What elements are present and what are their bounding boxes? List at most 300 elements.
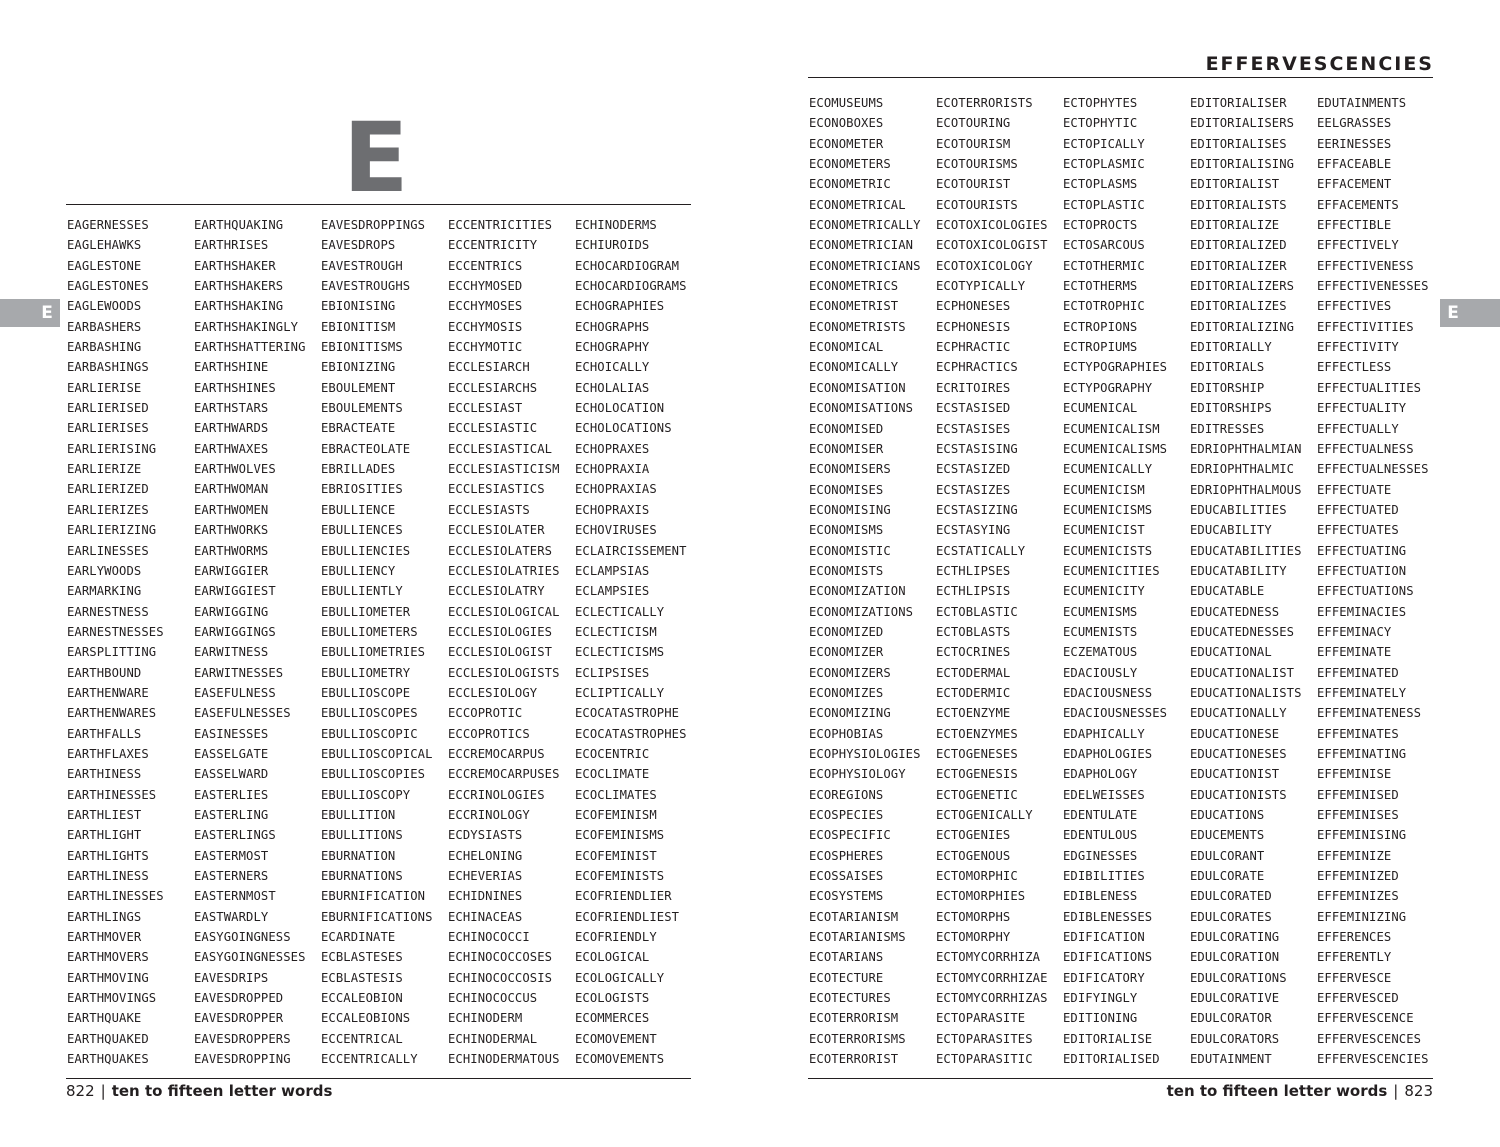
word-entry: EARTHLIEST <box>67 807 142 822</box>
word-entry: EDRIOPHTHALMIAN <box>1190 441 1302 456</box>
word-entry: EERINESSES <box>1317 136 1392 151</box>
word-entry: EBULLIENCY <box>321 563 396 578</box>
word-entry: EFFEMINACIES <box>1317 604 1407 619</box>
word-entry: ECHELONING <box>448 848 523 863</box>
word-entry: ECTOBLASTS <box>936 624 1011 639</box>
word-entry: ECUMENICALISMS <box>1063 441 1168 456</box>
word-entry: ECBLASTESIS <box>321 970 403 985</box>
word-entry: ECCRINOLOGY <box>448 807 530 822</box>
word-entry: ECOTERRORISM <box>809 1011 899 1026</box>
word-entry: EBULLIENCIES <box>321 543 411 558</box>
word-entry: ECLECTICALLY <box>575 604 665 619</box>
word-entry: ECOCLIMATE <box>575 767 650 782</box>
word-entry: EDULCORATES <box>1190 909 1272 924</box>
word-entry: EBIONITISM <box>321 319 396 334</box>
word-entry: ECHINODERMS <box>575 218 657 232</box>
word-entry: ECONOMIZERS <box>809 665 891 680</box>
word-entry: EDUCATIONISTS <box>1190 787 1287 802</box>
word-entry: ECCLESIASTICAL <box>448 441 553 456</box>
word-entry: EDUCATEDNESSES <box>1190 624 1295 639</box>
word-column <box>936 93 1063 1070</box>
word-entry: EDULCORATIONS <box>1190 970 1287 985</box>
word-entry: EARLIERISED <box>67 401 149 416</box>
word-entry: ECOMMERCES <box>575 1011 650 1026</box>
word-column <box>575 215 702 1069</box>
word-entry: EAGLEWOODS <box>67 299 142 314</box>
word-column <box>67 215 194 1069</box>
word-entry: EAVESDROPPING <box>194 1052 291 1067</box>
word-entry: ECTROPIONS <box>1063 319 1138 334</box>
word-entry: EBULLIOMETRIES <box>321 645 426 660</box>
word-entry: ECOFEMINISMS <box>575 828 665 843</box>
word-entry: EARTHSHINES <box>194 380 276 395</box>
word-entry: EARBASHING <box>67 340 142 355</box>
word-entry: EBULLIOMETER <box>321 604 411 619</box>
word-entry: ECHOLALIAS <box>575 380 650 395</box>
word-entry: EARNESTNESS <box>67 604 149 619</box>
word-entry: ECTOTHERMIC <box>1063 258 1145 273</box>
word-entry: EAGERNESSES <box>67 218 149 232</box>
word-entry: ECHOCARDIOGRAM <box>575 258 680 273</box>
word-entry: EDELWEISSES <box>1063 787 1145 802</box>
word-entry: EFFERVESCENCE <box>1317 1011 1414 1026</box>
word-entry: ECOLOGICAL <box>575 950 650 965</box>
page-number: 823 <box>1404 1082 1433 1100</box>
word-entry: EARWITNESSES <box>194 665 284 680</box>
word-entry: EARLIERISING <box>67 441 157 456</box>
word-entry: EARWIGGIER <box>194 563 269 578</box>
word-entry: EARLIERIZE <box>67 462 142 477</box>
word-entry: ECTYPOGRAPHY <box>1063 380 1153 395</box>
word-entry: ECTOSARCOUS <box>1063 238 1145 253</box>
word-entry: ECONOMICALLY <box>809 360 899 375</box>
word-entry: EDIFICATIONS <box>1063 950 1153 965</box>
word-entry: EDUCABILITIES <box>1190 502 1287 517</box>
word-entry: ECTOMORPHIC <box>936 869 1018 884</box>
word-entry: ECTOMYCORRHIZAE <box>936 970 1048 985</box>
word-entry: EFFECTUATION <box>1317 563 1407 578</box>
word-entry: ECTOPARASITES <box>936 1031 1033 1046</box>
word-entry: EARTHLINESS <box>67 869 149 883</box>
word-entry: EARTHFALLS <box>67 726 142 741</box>
word-entry: ECCREMOCARPUS <box>448 746 545 761</box>
word-entry: EARTHSHINE <box>194 360 269 375</box>
word-entry: EAVESDROPS <box>321 238 396 253</box>
word-entry: ECCLESIOLOGICAL <box>448 604 560 619</box>
word-column <box>448 215 575 1069</box>
word-entry: ECOTARIANISMS <box>809 930 906 945</box>
word-entry: ECCALEOBIONS <box>321 1011 411 1026</box>
word-entry: ECOSPECIES <box>809 808 884 823</box>
word-entry: EDULCORATING <box>1190 930 1280 945</box>
word-entry: EDUCATABILITIES <box>1190 543 1302 558</box>
word-entry: ECUMENICISTS <box>1063 543 1153 558</box>
word-entry: ECONOMISER <box>809 441 884 456</box>
word-entry: ECONOMISATION <box>809 380 906 395</box>
word-entry: ECHINOCOCCOSES <box>448 950 553 965</box>
word-entry: EDIFICATORY <box>1063 970 1145 985</box>
word-entry: EASINESSES <box>194 726 269 741</box>
word-entry: ECUMENICALISM <box>1063 421 1160 436</box>
word-entry: EBULLIENCES <box>321 523 403 538</box>
word-entry: EASTERLING <box>194 807 269 822</box>
word-entry: ECSTASIZED <box>936 462 1011 477</box>
word-entry: EDUCATIONIST <box>1190 767 1280 782</box>
word-entry: ECCLESIASTICISM <box>448 462 560 477</box>
word-entry: EAVESDROPPERS <box>194 1031 291 1046</box>
word-entry: ECUMENICIST <box>1063 523 1145 538</box>
word-entry: EFFECTIVELY <box>1317 238 1399 253</box>
word-entry: ECLECTICISMS <box>575 645 665 660</box>
word-entry: ECCLESIAST <box>448 401 523 416</box>
word-entry: EDUCATIONAL <box>1190 645 1272 660</box>
footer-title: ten to fifteen letter words <box>111 1082 333 1100</box>
word-entry: EARLYWOODS <box>67 563 142 578</box>
word-entry: ECTOMYCORRHIZAS <box>936 991 1048 1006</box>
word-entry: EFFERVESCENCES <box>1317 1031 1422 1046</box>
word-entry: ECTROPIUMS <box>1063 340 1138 355</box>
word-entry: EBULLIOSCOPIC <box>321 726 418 741</box>
word-entry: ECHINOCOCCUS <box>448 991 538 1006</box>
word-entry: ECTOPLASMIC <box>1063 157 1145 172</box>
word-entry: ECCENTRICS <box>448 258 523 273</box>
word-entry: EDIBLENESSES <box>1063 909 1153 924</box>
word-entry: ECONOMISMS <box>809 523 884 538</box>
word-entry: EARTHLIGHT <box>67 828 142 843</box>
word-entry: ECCHYMOSES <box>448 299 523 314</box>
word-entry: ECOLOGISTS <box>575 991 650 1006</box>
word-entry: EARTHLINGS <box>67 909 142 924</box>
word-entry: ECTOTROPHIC <box>1063 299 1145 314</box>
word-entry: ECONOMETRICS <box>809 279 899 294</box>
word-entry: ECHOGRAPHIES <box>575 299 665 314</box>
word-entry: EASTERLINGS <box>194 828 276 843</box>
word-entry: EBRIOSITIES <box>321 482 403 497</box>
word-entry: EARTHWAXES <box>194 441 269 456</box>
word-entry: EFFEMINATENESS <box>1317 706 1422 721</box>
word-entry: ECOSPECIFIC <box>809 828 891 843</box>
word-entry: ECTOMYCORRHIZA <box>936 950 1041 965</box>
word-entry: EBULLIOSCOPIES <box>321 767 426 782</box>
word-entry: ECTOPLASTIC <box>1063 197 1145 212</box>
word-entry: ECUMENISMS <box>1063 604 1138 619</box>
word-entry: ECONOMETRICAL <box>809 197 906 212</box>
word-entry: EFFEMINATE <box>1317 645 1392 660</box>
word-entry: EARSPLITTING <box>67 645 157 660</box>
word-entry: EARLINESSES <box>67 543 149 558</box>
word-entry: EBRACTEOLATE <box>321 441 411 456</box>
word-entry: EDENTULATE <box>1063 808 1138 823</box>
word-entry: ECOTOURISTS <box>936 197 1018 212</box>
word-entry: ECONOMIZATION <box>809 584 906 599</box>
word-entry: ECOFRIENDLY <box>575 930 657 945</box>
word-entry: EARTHSHAKINGLY <box>194 319 299 334</box>
word-entry: ECONOMISTS <box>809 563 884 578</box>
word-entry: EASSELGATE <box>194 746 269 761</box>
word-columns <box>809 93 1444 1070</box>
word-entry: ECOPHYSIOLOGIES <box>809 747 921 761</box>
word-entry: EARTHWARDS <box>194 421 269 436</box>
word-entry: ECTOGENETIC <box>936 787 1018 802</box>
word-entry: ECUMENICALLY <box>1063 462 1153 477</box>
word-entry: ECCLESIOLATRIES <box>448 563 560 578</box>
word-entry: EDUCATIONALISTS <box>1190 685 1302 700</box>
word-entry: EDITORSHIP <box>1190 380 1265 395</box>
word-entry: EFFEMINISING <box>1317 828 1407 843</box>
word-entry: ECTOGENESES <box>936 747 1018 761</box>
word-entry: EDITORIALISERS <box>1190 116 1295 131</box>
word-entry: EFFEMINISES <box>1317 808 1399 823</box>
word-entry: EARTHQUAKING <box>194 218 284 232</box>
word-entry: EDULCORATIVE <box>1190 991 1280 1006</box>
word-entry: EAVESTROUGH <box>321 258 403 273</box>
word-entry: EDACIOUSLY <box>1063 665 1138 680</box>
word-entry: ECUMENISTS <box>1063 624 1138 639</box>
word-entry: EFFECTUATES <box>1317 523 1399 538</box>
word-entry: ECOTOXICOLOGY <box>936 258 1033 273</box>
word-entry: EARLIERIZES <box>67 502 149 517</box>
word-entry: ECOTOURISM <box>936 136 1011 151</box>
footer-separator: | <box>100 1082 106 1100</box>
word-entry: ECTOGENOUS <box>936 848 1011 863</box>
word-entry: EARBASHERS <box>67 319 142 334</box>
word-entry: EDAPHICALLY <box>1063 726 1145 741</box>
word-entry: EDIFYINGLY <box>1063 991 1138 1006</box>
word-entry: ECTOBLASTIC <box>936 604 1018 619</box>
word-entry: EDITORIALISE <box>1063 1031 1153 1046</box>
word-entry: EARTHFLAXES <box>67 746 149 761</box>
word-entry: ECHINOCOCCOSIS <box>448 970 553 985</box>
word-entry: EBIONISING <box>321 299 396 314</box>
word-entry: EFFEMINISED <box>1317 787 1399 802</box>
word-entry: EFFECTUATIONS <box>1317 584 1414 599</box>
word-entry: EARLIERISE <box>67 380 142 395</box>
word-entry: EARTHWOMEN <box>194 502 269 517</box>
footer-separator: | <box>1393 1082 1399 1100</box>
word-entry: ECTOPHYTIC <box>1063 116 1138 131</box>
word-entry: EDITORIALS <box>1190 360 1265 375</box>
word-entry: ECTODERMIC <box>936 685 1011 700</box>
word-entry: ECUMENICISMS <box>1063 502 1153 517</box>
word-entry: ECCLESIASTIC <box>448 421 538 436</box>
word-entry: EFFEMINATES <box>1317 726 1399 741</box>
word-entry: ECOFEMINISM <box>575 807 657 822</box>
section-tab-right <box>1440 299 1500 327</box>
word-entry: EFFECTIVITIES <box>1317 319 1414 334</box>
word-entry: ECUMENICITIES <box>1063 563 1160 578</box>
word-entry: EFFECTIVENESSES <box>1317 279 1429 294</box>
word-entry: EDITRESSES <box>1190 421 1265 436</box>
word-entry: ECHOGRAPHS <box>575 319 650 334</box>
word-entry: EFFERVESCE <box>1317 970 1392 985</box>
word-entry: EDITORIALIZE <box>1190 218 1280 233</box>
word-entry: ECCLESIOLOGY <box>448 685 538 700</box>
word-entry: EAGLESTONE <box>67 258 142 273</box>
word-entry: ECOTECTURES <box>809 991 891 1006</box>
word-entry: ECOSPHERES <box>809 848 884 863</box>
word-entry: EDITORIALIZERS <box>1190 279 1295 294</box>
word-entry: EDUTAINMENTS <box>1317 96 1407 110</box>
word-entry: EARLIERIZED <box>67 482 149 497</box>
word-entry: ECOPHOBIAS <box>809 726 884 741</box>
word-entry: EARTHWORKS <box>194 523 269 538</box>
word-entry: EDENTULOUS <box>1063 828 1138 843</box>
word-entry: EARTHLIGHTS <box>67 848 149 863</box>
word-entry: ECOSSAISES <box>809 869 884 884</box>
word-entry: ECRITOIRES <box>936 380 1011 395</box>
word-entry: ECOCLIMATES <box>575 787 657 802</box>
word-entry: ECSTASYING <box>936 523 1011 538</box>
word-entry: EDGINESSES <box>1063 848 1138 863</box>
word-entry: EASEFULNESSES <box>194 706 291 721</box>
word-entry: EDITORSHIPS <box>1190 401 1272 416</box>
word-entry: EARNESTNESSES <box>67 624 164 639</box>
word-entry: ECZEMATOUS <box>1063 645 1138 660</box>
word-entry: EBOULEMENT <box>321 380 396 395</box>
word-entry: ECONOMISED <box>809 421 884 436</box>
word-entry: EDULCORATOR <box>1190 1011 1272 1026</box>
section-tab-letter: E <box>41 303 53 323</box>
word-entry: ECHOLOCATIONS <box>575 421 672 436</box>
word-entry: ECTOENZYMES <box>936 726 1018 741</box>
word-entry: ECLAIRCISSEMENT <box>575 543 687 558</box>
word-entry: EDITORIALIZES <box>1190 299 1287 314</box>
word-entry: ECONOMISES <box>809 482 884 497</box>
word-entry: EDITORIALIZER <box>1190 258 1287 273</box>
word-entry: EDIBILITIES <box>1063 869 1145 884</box>
word-entry: ECOCATASTROPHES <box>575 726 687 741</box>
word-entry: EARWIGGIEST <box>194 584 276 599</box>
word-entry: ECONOMIZING <box>809 706 891 721</box>
word-entry: EASTWARDLY <box>194 909 269 924</box>
word-entry: ECOTOURISMS <box>936 157 1018 172</box>
word-entry: ECHINODERMAL <box>448 1031 538 1046</box>
word-entry: EDITORIALIST <box>1190 177 1280 192</box>
running-header: EFFERVESCENCIES <box>1205 53 1434 75</box>
word-entry: EDULCORATORS <box>1190 1031 1280 1046</box>
word-entry: ECUMENICITY <box>1063 584 1145 599</box>
word-entry: EBIONIZING <box>321 360 396 375</box>
word-entry: EDACIOUSNESS <box>1063 685 1153 700</box>
word-entry: ECOTOURIST <box>936 177 1011 192</box>
word-entry: ECHOPRAXES <box>575 441 650 456</box>
word-entry: ECLIPTICALLY <box>575 685 665 700</box>
word-entry: EFFEMINIZED <box>1317 869 1399 884</box>
word-entry: ECOTERRORISMS <box>809 1031 906 1046</box>
word-entry: ECONOMISING <box>809 502 891 517</box>
word-entry: EARTHWOLVES <box>194 462 276 477</box>
word-entry: ECONOMETRIST <box>809 299 899 314</box>
word-entry: EAVESDRIPS <box>194 970 269 985</box>
word-entry: ECONOMICAL <box>809 340 884 355</box>
word-entry: EAVESDROPPINGS <box>321 218 426 232</box>
word-entry: EDUCATIONS <box>1190 808 1265 823</box>
word-column <box>1190 93 1317 1070</box>
section-tab-left <box>0 299 60 327</box>
word-entry: ECOTOXICOLOGIST <box>936 238 1048 253</box>
top-rule <box>66 204 691 205</box>
word-entry: EDITORIALISER <box>1190 96 1287 110</box>
word-entry: ECONOMETRICALLY <box>809 218 921 233</box>
word-entry: ECONOMETRIC <box>809 177 891 192</box>
word-entry: ECHOPRAXIAS <box>575 482 657 497</box>
section-tab-letter: E <box>1447 303 1459 323</box>
word-entry: ECONOMIZATIONS <box>809 604 914 619</box>
word-entry: EDUCATIONALIST <box>1190 665 1295 680</box>
word-entry: EDUCEMENTS <box>1190 828 1265 843</box>
word-entry: EDUCATEDNESS <box>1190 604 1280 619</box>
word-entry: ECHOPRAXIS <box>575 502 650 517</box>
word-entry: EARTHSHAKERS <box>194 279 284 294</box>
word-column <box>1063 93 1190 1070</box>
word-entry: ECOFEMINIST <box>575 848 657 863</box>
page-number: 822 <box>66 1082 95 1100</box>
word-entry: ECOTECTURE <box>809 970 884 985</box>
word-entry: EDULCORANT <box>1190 848 1265 863</box>
word-entry: ECOREGIONS <box>809 787 884 802</box>
word-entry: ECCREMOCARPUSES <box>448 767 560 782</box>
word-entry: ECOCENTRIC <box>575 746 650 761</box>
word-entry: EDITORIALIZED <box>1190 238 1287 253</box>
word-entry: EDULCORATE <box>1190 869 1265 884</box>
word-entry: EBURNIFICATION <box>321 889 426 904</box>
word-entry: ECSTASISED <box>936 401 1011 416</box>
word-entry: ECONOMISATIONS <box>809 401 914 416</box>
word-entry: ECOPHYSIOLOGY <box>809 767 906 782</box>
word-entry: EBULLIOMETERS <box>321 624 418 639</box>
word-entry: EFFECTUALNESSES <box>1317 462 1429 477</box>
word-entry: EARLIERIZING <box>67 523 157 538</box>
word-entry: ECCLESIASTICS <box>448 482 545 497</box>
word-entry: EDUTAINMENT <box>1190 1052 1272 1067</box>
word-entry: EDRIOPHTHALMIC <box>1190 462 1295 477</box>
word-entry: ECUMENICISM <box>1063 482 1145 497</box>
word-entry: EDUCABILITY <box>1190 523 1272 538</box>
word-entry: EDAPHOLOGIES <box>1063 747 1153 761</box>
word-entry: ECHOLOCATION <box>575 401 665 416</box>
word-entry: ECDYSIASTS <box>448 828 523 843</box>
word-entry: ECHINODERM <box>448 1011 523 1026</box>
word-entry: EARMARKING <box>67 584 142 599</box>
word-entry: EBURNATIONS <box>321 869 403 883</box>
word-entry: ECTHLIPSIS <box>936 584 1011 599</box>
word-entry: EFFECTIVITY <box>1317 340 1399 355</box>
word-entry: EBRILLADES <box>321 462 396 477</box>
word-entry: ECUMENICAL <box>1063 401 1138 416</box>
word-entry: EARTHMOVER <box>67 930 142 945</box>
right-page <box>750 0 1500 1147</box>
word-entry: ECOTOURING <box>936 116 1011 131</box>
word-entry: ECSTASIZES <box>936 482 1011 497</box>
word-entry: EFFECTIBLE <box>1317 218 1392 233</box>
word-column <box>194 215 321 1069</box>
word-entry: EFFERENCES <box>1317 930 1392 945</box>
word-entry: EBULLITIONS <box>321 828 403 843</box>
word-entry: ECTODERMAL <box>936 665 1011 680</box>
word-entry: EBULLIOSCOPE <box>321 685 411 700</box>
word-entry: ECOLOGICALLY <box>575 970 665 985</box>
word-entry: ECHOICALLY <box>575 360 650 375</box>
word-entry: ECLECTICISM <box>575 624 657 639</box>
word-entry: EDITORIALISING <box>1190 157 1295 172</box>
word-entry: EBULLIENTLY <box>321 584 403 599</box>
word-entry: EASTERNMOST <box>194 889 276 904</box>
word-entry: EDUCATIONESE <box>1190 726 1280 741</box>
word-entry: EARTHBOUND <box>67 665 142 680</box>
word-entry: ECTOMORPHY <box>936 930 1011 945</box>
top-rule <box>808 77 1433 78</box>
word-entry: ECONOMIZER <box>809 645 884 660</box>
